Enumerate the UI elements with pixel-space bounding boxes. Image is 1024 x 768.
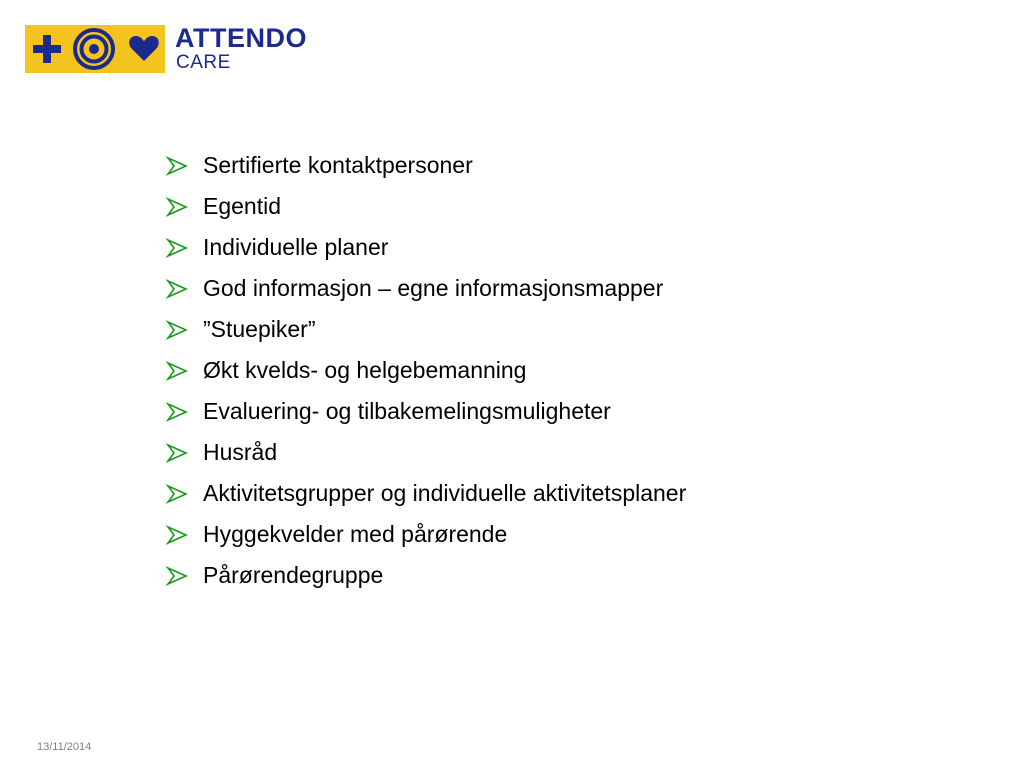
attendo-care-logo [25,25,325,75]
list-item [165,514,686,555]
arrow-bullet-icon [165,238,189,258]
list-item [165,350,686,391]
arrow-bullet-icon [165,156,189,176]
list-item [165,268,686,309]
logo-symbols [25,25,165,73]
list-item [165,227,686,268]
arrow-bullet-icon [165,320,189,340]
arrow-bullet-icon [165,402,189,422]
logo-name: ATTENDO [175,23,307,53]
arrow-bullet-icon [165,525,189,545]
list-item [165,473,686,514]
bullet-text: Hyggekvelder med pårørende [203,521,508,547]
list-item [165,309,686,350]
list-item [165,145,686,186]
bullet-text: ”Stuepiker” [203,316,316,342]
heart-icon [129,36,159,61]
arrow-bullet-icon [165,484,189,504]
bullet-text: Evaluering- og tilbakemelingsmuligheter [203,398,611,424]
bullet-text: Sertifierte kontaktpersoner [203,152,473,178]
footer-date: 13/11/2014 [37,741,92,753]
bullet-text: God informasjon – egne informasjonsmapper [203,275,664,301]
arrow-bullet-icon [165,279,189,299]
list-item [165,555,686,596]
plus-icon [33,35,61,63]
bullet-text: Aktivitetsgrupper og individuelle aktivitetsplaner [203,480,687,506]
logo-subtitle: CARE [176,52,231,73]
arrow-bullet-icon [165,443,189,463]
bullet-text: Pårørendegruppe [203,562,384,588]
logo-badge [25,25,165,73]
list-item [165,186,686,227]
target-icon [75,30,113,68]
list-item [165,391,686,432]
bullet-list [165,145,686,596]
bullet-text: Egentid [203,193,282,219]
bullet-text: Økt kvelds- og helgebemanning [203,357,527,383]
list-item [165,432,686,473]
bullet-text: Husråd [203,439,278,465]
bullet-text: Individuelle planer [203,234,389,260]
arrow-bullet-icon [165,361,189,381]
arrow-bullet-icon [165,197,189,217]
arrow-bullet-icon [165,566,189,586]
